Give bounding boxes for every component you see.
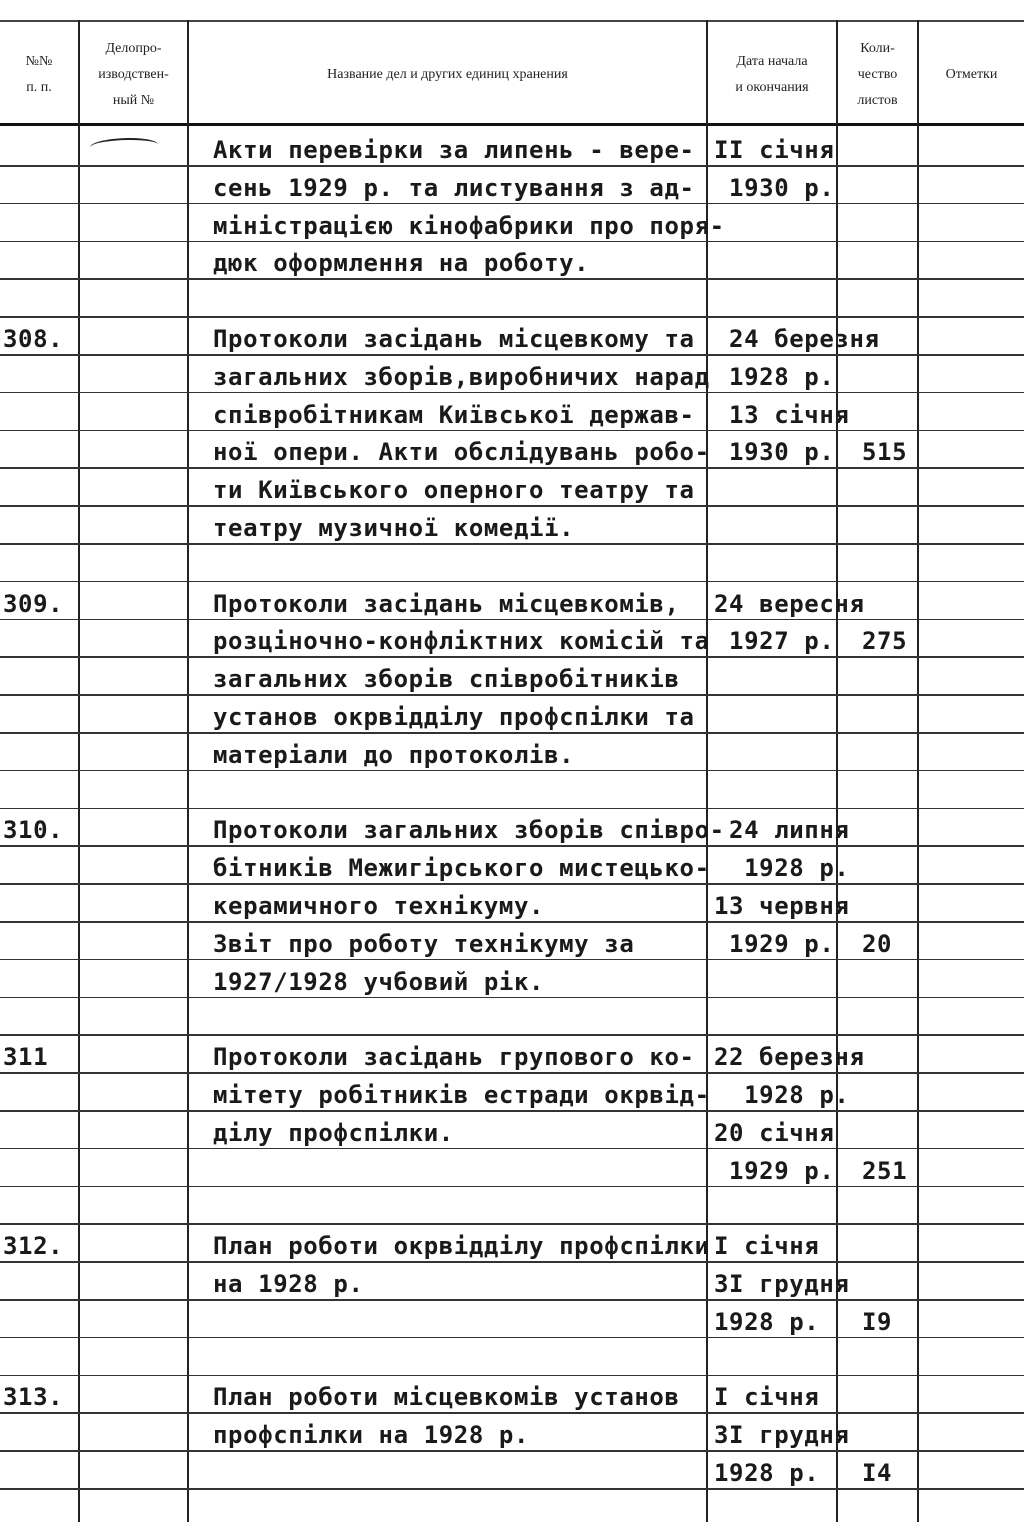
entry-dates: 1930 р. <box>714 438 835 467</box>
entry-number: 312. <box>3 1232 64 1261</box>
header-title: Название дел и других единиц хранения <box>327 67 568 82</box>
entry-sheet-count: 251 <box>862 1156 908 1185</box>
row-rule <box>0 845 1024 847</box>
header-notes: Отметки <box>945 67 998 82</box>
row-rule <box>0 619 1024 621</box>
entry-title: дюк оформлення на роботу. <box>213 249 590 278</box>
row-rule <box>0 883 1024 885</box>
handwritten-dash <box>90 138 158 154</box>
row-rule <box>0 505 1024 507</box>
row-rule <box>0 921 1024 923</box>
row-rule <box>0 1072 1024 1074</box>
entry-dates: 20 січня <box>714 1118 835 1147</box>
row-rule <box>0 467 1024 469</box>
entry-title: розціночно-конфліктних комісій та <box>213 627 710 656</box>
entry-dates: 1928 р. <box>714 1081 850 1109</box>
row-rule <box>0 1223 1024 1225</box>
entry-dates: 13 січня <box>714 400 850 429</box>
entry-title: співробітникам Київської держав- <box>213 400 695 429</box>
row-rule <box>0 770 1024 772</box>
entry-title: Звіт про роботу технікуму за <box>213 929 635 958</box>
entry-dates: 1929 р. <box>714 1156 835 1185</box>
row-rule <box>0 241 1024 243</box>
entry-sheet-count: I9 <box>862 1307 893 1336</box>
entry-title: загальних зборів співробітників <box>213 665 680 694</box>
entry-dates: 24 липня <box>714 816 850 845</box>
entry-number: 308. <box>3 325 64 353</box>
entry-title: керамичного технікуму. <box>213 892 545 920</box>
entry-title: міністрацією кінофабрики про поря- <box>213 211 725 240</box>
entry-sheet-count: I4 <box>862 1459 893 1487</box>
entry-dates: 3I грудня <box>714 1421 850 1450</box>
row-rule <box>0 316 1024 318</box>
entry-dates: 1928 р. <box>714 362 835 391</box>
entry-dates: 24 вересня <box>714 589 865 618</box>
entry-title: ти Київського оперного театру та <box>213 476 695 505</box>
header-number: №№ п. п. <box>25 54 53 95</box>
header-office-number: Делопро- изводствен- ный № <box>98 41 169 108</box>
header-rule <box>0 123 1024 126</box>
entry-title: ної опери. Акти обслідувань робо- <box>213 438 710 467</box>
entry-dates: 22 березня <box>714 1043 865 1072</box>
row-rule <box>0 581 1024 583</box>
entry-title: План роботи окрвідділу профспілки <box>213 1232 710 1261</box>
row-rule <box>0 959 1024 961</box>
entry-dates: 3I грудня <box>714 1270 850 1298</box>
entry-title: План роботи місцевкомів установ <box>213 1383 680 1412</box>
row-rule <box>0 1450 1024 1452</box>
entry-title: ділу профспілки. <box>213 1118 454 1147</box>
header-dates: Дата начала и окончания <box>735 54 809 95</box>
entry-dates: 1930 р. <box>714 173 835 202</box>
entry-title: Протоколи засідань місцевкому та <box>213 325 695 353</box>
row-rule <box>0 392 1024 394</box>
row-rule <box>0 1186 1024 1188</box>
row-rule <box>0 732 1024 734</box>
entry-sheet-count: 515 <box>862 438 908 467</box>
entry-dates: 1927 р. <box>714 627 835 656</box>
row-rule <box>0 165 1024 167</box>
row-rule <box>0 1148 1024 1150</box>
entry-title: установ окрвідділу профспілки та <box>213 703 695 731</box>
row-rule <box>0 656 1024 658</box>
row-rule <box>0 278 1024 280</box>
row-rule <box>0 543 1024 545</box>
row-rule <box>0 354 1024 356</box>
entry-title: профспілки на 1928 р. <box>213 1421 530 1450</box>
row-rule <box>0 1034 1024 1036</box>
entry-title: загальних зборів,виробничих нарад <box>213 362 710 391</box>
entry-dates: 1929 р. <box>714 929 835 958</box>
entry-dates: 13 червня <box>714 892 850 920</box>
row-rule <box>0 1488 1024 1490</box>
entry-title: на 1928 р. <box>213 1270 364 1298</box>
entry-title: 1927/1928 учбовий рік. <box>213 967 545 996</box>
entry-title: матеріали до протоколів. <box>213 740 575 769</box>
row-rule <box>0 1299 1024 1301</box>
entry-dates: 1928 р. <box>714 1459 820 1487</box>
entry-dates: I січня <box>714 1383 820 1412</box>
entry-title: Протоколи засідань групового ко- <box>213 1043 695 1072</box>
entry-title: Протоколи засідань місцевкомів, <box>213 589 680 618</box>
entry-dates: 1928 р. <box>714 854 850 883</box>
entry-dates: 24 березня <box>714 325 880 353</box>
row-rule <box>0 694 1024 696</box>
row-rule <box>0 1337 1024 1339</box>
entry-title: Акти перевірки за липень - вере- <box>213 136 695 164</box>
row-rule <box>0 1110 1024 1112</box>
row-rule <box>0 808 1024 810</box>
row-rule <box>0 203 1024 205</box>
entry-number: 313. <box>3 1383 64 1412</box>
entry-title: мітету робітників естради окрвід- <box>213 1081 710 1109</box>
top-rule <box>0 20 1024 22</box>
entry-dates: II січня <box>714 136 835 164</box>
header-sheet-count: Коли- чество листов <box>857 41 898 108</box>
entry-title: Протоколи загальних зборів співро- <box>213 816 725 845</box>
entry-number: 311 <box>3 1043 49 1072</box>
row-rule <box>0 1375 1024 1377</box>
row-rule <box>0 1261 1024 1263</box>
entry-dates: 1928 р. <box>714 1307 820 1336</box>
row-rule <box>0 430 1024 432</box>
entry-sheet-count: 275 <box>862 627 908 656</box>
entry-number: 310. <box>3 816 64 845</box>
entry-number: 309. <box>3 589 64 618</box>
entry-sheet-count: 20 <box>862 929 893 958</box>
row-rule <box>0 997 1024 999</box>
entry-title: театру музичної комедії. <box>213 514 575 542</box>
entry-title: сень 1929 р. та листування з ад- <box>213 173 695 202</box>
row-rule <box>0 1412 1024 1414</box>
entry-title: бітників Межигірського мистецько- <box>213 854 710 883</box>
entry-dates: I січня <box>714 1232 820 1261</box>
